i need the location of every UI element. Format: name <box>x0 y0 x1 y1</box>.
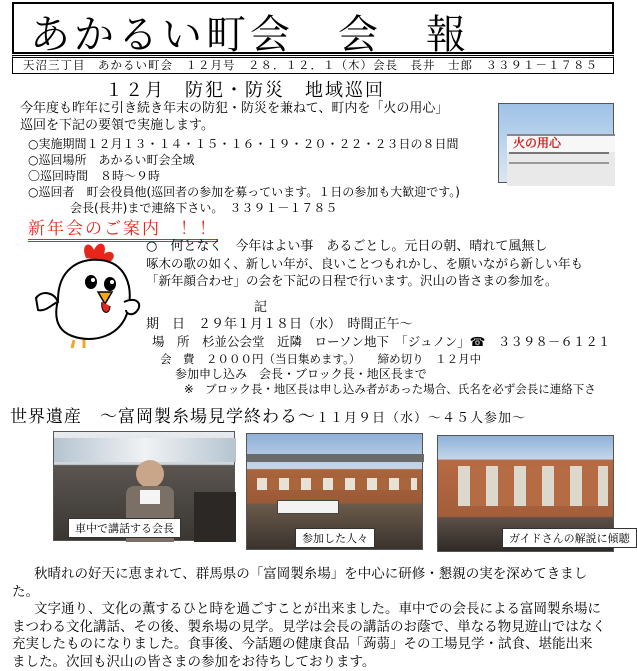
patrol-intro-2: 巡回を下記の要領で実施します。 <box>20 118 214 135</box>
group-photo <box>246 433 423 550</box>
newyear-note: ※ ブロック長・地区長は申し込み者があった場合、氏名を必ず会長に連絡下さ <box>184 381 596 398</box>
fire-sign-text: 火の用心 <box>513 134 561 151</box>
patrol-item-members: ○巡回者 町会役員他(巡回者の参加を募っています。１日の参加も大歓迎です。) <box>28 184 460 201</box>
patrol-item-place: ○巡回場所 あかるい町会全域 <box>28 152 194 169</box>
newyear-line-3: 「新年顔合わせ」の会を下記の日程で行います。沢山の皆さまの参加を。 <box>146 273 558 290</box>
heritage-para2-line2: まつわる文化講話、その後、製糸場の見学。見学は会長の講話のお蔭で、単なる物見遊山ではなく <box>12 619 606 637</box>
newyear-heading <box>28 214 218 239</box>
heritage-para1-line1: 秋晴れの好天に恵まれて、群馬県の「富岡製糸場」を中心に研修・懇親の実を深めてきまし <box>12 566 606 584</box>
newyear-place: 場 所 杉並公会堂 近隣 ローソン地下 「ジュノン」☎ ３３９８－６１２１ <box>152 334 610 351</box>
newyear-line-1: ○ 何となく 今年はよい事 あるごとし。元日の朝、晴れて風無し <box>146 239 547 256</box>
heritage-heading <box>10 402 526 427</box>
heritage-para2-line3: 充実したものになりました。食事後、今話題の健康食品「蒟蒻」その工場見学・試食、堪能出来 <box>12 636 606 654</box>
newyear-date: 期 日 ２９年１月１８日（水） 時間正午～ <box>146 317 413 334</box>
heritage-heading-title: 世界遺産 ～富岡製糸場見学終わる～ <box>10 407 316 427</box>
newyear-fee: 会 費 ２０００円（当日集めます。） 締め切り １２月中 <box>160 351 481 368</box>
issue-info-bar: 天沼三丁目 あかるい町会 １２月号 ２８．１２．１（木）会長 長井 士郎 ３３９１－１７８５ <box>12 55 614 74</box>
chicken-mascot-icon <box>28 240 148 350</box>
heritage-para1-line2: た。 <box>12 584 606 602</box>
heritage-para2-line1: 文字通り、文化の薫するひと時を過ごすことが出来ました。車中での会長による富岡製糸場に <box>12 601 606 619</box>
newyear-heading-text: 新年会のご案内 ！！ <box>28 219 218 242</box>
patrol-heading: １２月 防犯・防災 地域巡回 <box>105 76 385 102</box>
heritage-heading-date: １１月９日（水）～４５人参加～ <box>316 411 526 426</box>
photo-caption-1: 車中で講話する会長 <box>68 518 181 538</box>
patrol-item-time: 〇巡回時間 ８時～９時 <box>28 168 160 185</box>
bus-lecture-photo <box>53 431 235 541</box>
fire-sign-photo <box>498 103 614 183</box>
patrol-item-period: ○実施期間１２月１３・１４・１５・１６・１９・２０・２２・２３日の８日間 <box>28 136 458 153</box>
guide-photo <box>437 435 614 552</box>
newsletter-title: あかるい町会 会 報 <box>30 3 470 60</box>
heritage-para2-line4: ました。次回も沢山の皆さまの参加をお待ちしております。 <box>12 654 606 671</box>
heritage-paragraph-1 <box>12 566 606 671</box>
newyear-apply: 参加申し込み 会長・ブロック長・地区長まで <box>175 366 427 383</box>
patrol-contact: 会長(長井)まで連絡下さい。 ３３９１－１７８５ <box>70 200 337 217</box>
newyear-line-2: 啄木の歌の如く、新しい年が、良いことつもれかし、を願いながら新しい年も <box>146 256 583 273</box>
photo-caption-2: 参加した人々 <box>295 528 375 548</box>
photo-caption-3: ガイドさんの解説に傾聴 <box>502 528 637 548</box>
ki-label: 記 <box>254 300 267 317</box>
patrol-intro-1: 今年度も昨年に引き続き年末の防犯・防災を兼ねて、町内を「火の用心」 <box>20 101 448 118</box>
